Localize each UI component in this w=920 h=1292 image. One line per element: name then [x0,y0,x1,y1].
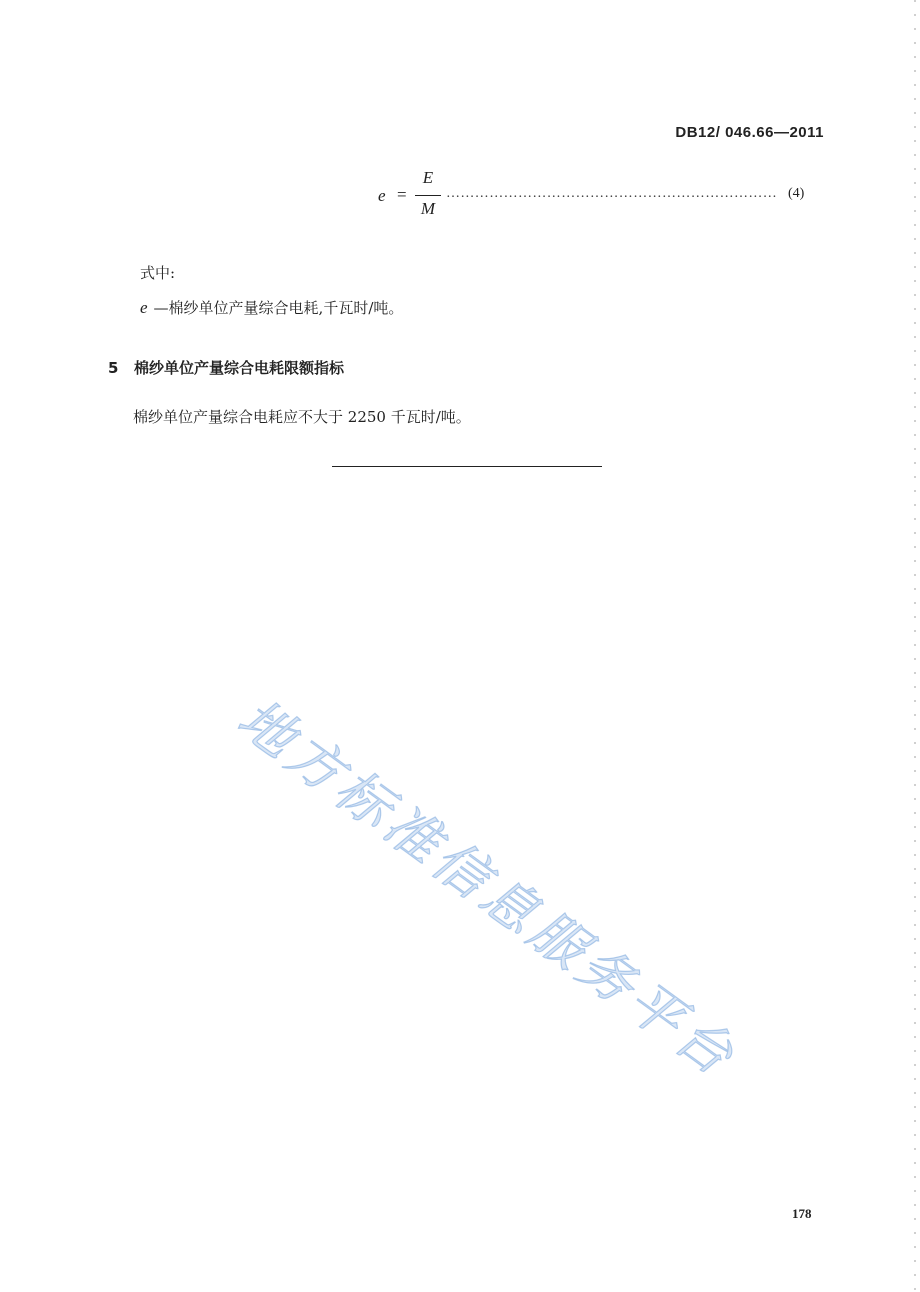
formula-denominator: M [420,199,436,218]
formula-numerator: E [422,168,434,187]
fraction-bar [415,195,441,196]
definition-line [140,297,403,318]
formula-leader-dots: …………………………………………………………… [446,186,778,201]
end-of-document-rule [332,466,602,467]
section-heading [108,357,344,378]
scan-edge-artifact [914,0,916,1292]
formula-variable: e [378,186,386,205]
formula-block [378,168,824,224]
where-label: 式中: [140,264,176,282]
definition-text: —棉纱单位产量综合电耗,千瓦时/吨。 [153,299,404,317]
page-number: 178 [792,1206,812,1221]
formula-fraction [415,168,441,224]
section-number: 5 [108,359,119,377]
watermark: 地方标准信息服务平台 [226,686,749,1091]
formula-equals-sign: = [397,185,407,204]
standard-code-header: DB12/ 046.66—2011 [675,124,824,141]
section-title: 棉纱单位产量综合电耗限额指标 [134,359,345,377]
definition-symbol: e [140,298,148,317]
section-body-text: 棉纱单位产量综合电耗应不大于 2250 千瓦时/吨。 [133,408,471,426]
equation-number: (4) [788,186,805,201]
